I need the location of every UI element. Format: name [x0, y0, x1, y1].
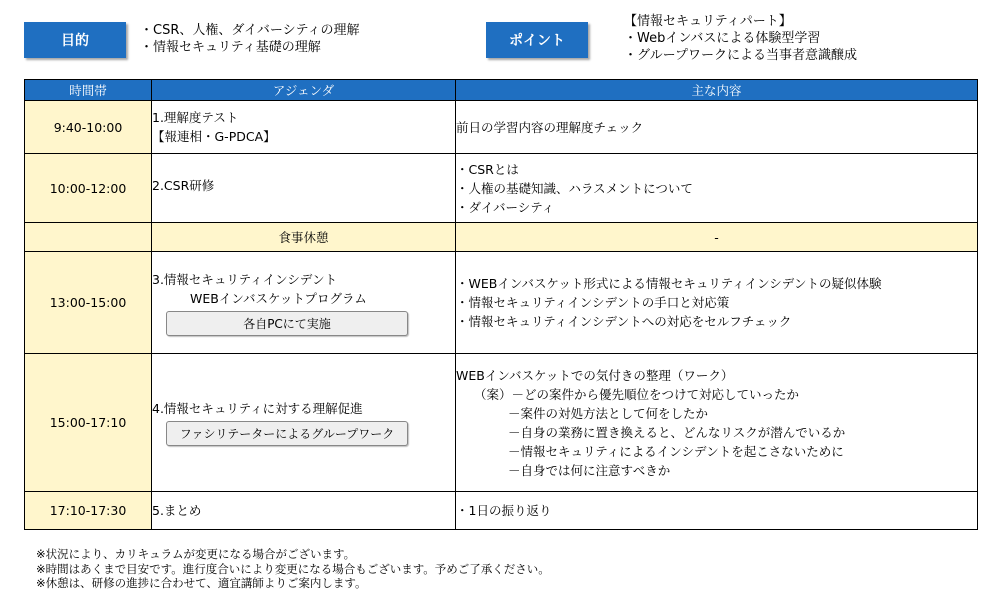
- content-line: ・1日の振り返り: [456, 503, 552, 518]
- time-cell: 10:00-12:00: [25, 154, 152, 223]
- content-cell: [456, 154, 978, 223]
- content-line: 前日の学習内容の理解度チェック: [456, 119, 644, 135]
- content-line: ・WEBインバスケット形式による情報セキュリティインシデントの疑似体験: [456, 276, 882, 291]
- time-cell: 13:00-15:00: [25, 252, 152, 354]
- point-label: ポイント: [486, 22, 588, 58]
- content-line: ・ダイバーシティ: [456, 199, 555, 215]
- agenda-table: [24, 79, 978, 530]
- content-line: ・CSRとは: [456, 161, 519, 177]
- point-item: ・Webインバスによる体験型学習: [624, 31, 821, 46]
- point-item: ・グループワークによる当事者意識醸成: [624, 48, 857, 63]
- column-header-content: 主な内容: [456, 80, 978, 101]
- table-row: [25, 492, 978, 530]
- purpose-label: 目的: [24, 22, 126, 58]
- content-cell: [456, 492, 978, 530]
- agenda-note-box: 各自PCにて実施: [166, 311, 408, 336]
- point-item: 【情報セキュリティパート】: [624, 14, 792, 29]
- content-line: －自身では何に注意すべきか: [508, 462, 671, 478]
- agenda-cell: [152, 354, 456, 492]
- content-proposal-row: [456, 385, 977, 404]
- agenda-cell: [152, 154, 456, 223]
- time-cell: 15:00-17:10: [25, 354, 152, 492]
- lunch-time-cell: [25, 223, 152, 252]
- content-line: ・情報セキュリティインシデントへの対応をセルフチェック: [456, 314, 792, 329]
- content-line: ・情報セキュリティインシデントの手口と対応策: [456, 295, 730, 310]
- point-list: [624, 13, 857, 64]
- table-row: [25, 354, 978, 492]
- content-line: －案件の対処方法として何をしたか: [508, 405, 709, 421]
- content-cell: [456, 101, 978, 154]
- purpose-list: [140, 22, 360, 56]
- content-heading: WEBインバスケットでの気付きの整理（ワーク）: [456, 367, 734, 383]
- content-line: －どの案件から優先順位をつけて対応していったか: [511, 386, 800, 402]
- column-header-agenda: アジェンダ: [152, 80, 456, 101]
- footer-note: ※状況により、カリキュラムが変更になる場合がございます。: [36, 547, 356, 561]
- agenda-line: 【報連相・G-PDCA】: [152, 129, 276, 144]
- agenda-line: 4.情報セキュリティに対する理解促進: [152, 401, 363, 416]
- lunch-row: [25, 223, 978, 252]
- footer-note: ※時間はあくまで目安です。進行度合いにより変更になる場合もございます。予めご了承ください。: [36, 561, 550, 576]
- footer-notes: [36, 547, 550, 591]
- time-cell: 17:10-17:30: [25, 492, 152, 530]
- table-row: [25, 154, 978, 223]
- table-row: [25, 101, 978, 154]
- lunch-content: -: [456, 223, 978, 252]
- agenda-cell: [152, 492, 456, 530]
- content-line: －自身の業務に置き換えると、どんなリスクが潜んでいるか: [508, 424, 846, 440]
- footer-note: ※休憩は、研修の進捗に合わせて、適宜講師よりご案内します。: [36, 576, 367, 590]
- time-cell: 9:40-10:00: [25, 101, 152, 154]
- agenda-line: 3.情報セキュリティインシデント: [152, 271, 338, 287]
- table-header-row: [25, 80, 978, 101]
- content-line: －情報セキュリティによるインシデントを起こさないために: [508, 443, 844, 459]
- agenda-line: WEBインバスケットプログラム: [190, 290, 367, 306]
- agenda-line: 2.CSR研修: [152, 178, 215, 193]
- agenda-line: 5.まとめ: [152, 503, 202, 518]
- agenda-note-box: ファシリテーターによるグループワーク: [166, 421, 408, 446]
- agenda-line: 1.理解度テスト: [152, 110, 239, 125]
- content-proposal-label: （案）: [474, 386, 512, 402]
- column-header-time: 時間帯: [25, 80, 152, 101]
- content-cell: [456, 252, 978, 354]
- purpose-item: ・情報セキュリティ基礎の理解: [140, 40, 321, 55]
- table-row: [25, 252, 978, 354]
- purpose-item: ・CSR、人権、ダイバーシティの理解: [140, 23, 360, 38]
- content-line: ・人権の基礎知識、ハラスメントについて: [456, 180, 693, 196]
- agenda-cell: [152, 101, 456, 154]
- agenda-cell: [152, 252, 456, 354]
- content-cell: [456, 354, 978, 492]
- lunch-label: 食事休憩: [152, 223, 456, 252]
